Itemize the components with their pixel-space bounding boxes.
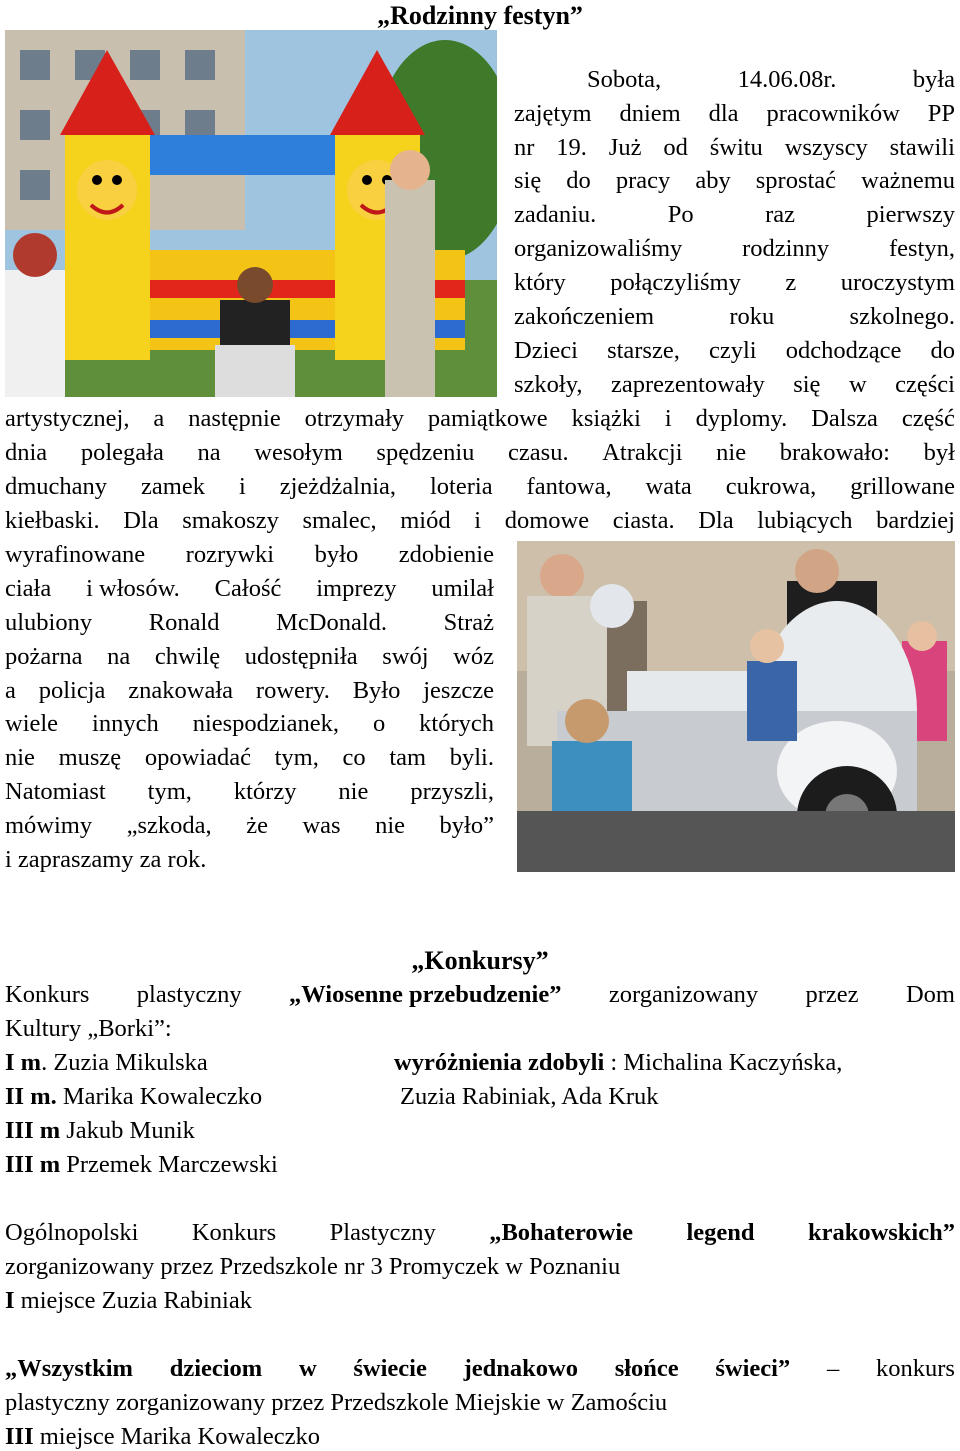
word: świtu <box>709 134 763 161</box>
word: nie <box>5 744 35 771</box>
word: i włosów. <box>86 575 180 602</box>
word: wóz <box>453 643 494 670</box>
paragraph-line <box>514 271 955 296</box>
word: świecie <box>353 1355 427 1382</box>
word: kiełbaski. <box>5 507 100 534</box>
word: i <box>474 507 482 534</box>
contest-1-line: Kultury „Borki”: <box>5 1015 172 1042</box>
word: i <box>238 473 246 500</box>
word: znakowała <box>128 677 234 704</box>
word: Ronald <box>148 609 220 636</box>
word: wata <box>645 473 692 500</box>
word: Dla <box>123 507 159 534</box>
word: zdobienie <box>398 541 494 568</box>
paragraph-line <box>5 645 494 670</box>
word: Było <box>352 677 401 704</box>
word: – <box>826 1355 840 1382</box>
word: dzieciom <box>169 1355 263 1382</box>
word: ciasta. <box>612 507 675 534</box>
word: przyszli, <box>410 778 494 805</box>
word: było <box>314 541 359 568</box>
word: czasu. <box>508 439 569 466</box>
word: pracy <box>615 167 671 194</box>
paragraph-line <box>514 373 955 398</box>
word: który <box>514 269 566 296</box>
place-row: III m Przemek Marczewski <box>5 1151 278 1178</box>
paragraph-line <box>5 679 494 704</box>
word: Dalsza <box>811 405 878 432</box>
word: Dom <box>905 981 955 1008</box>
word: domowe <box>504 507 590 534</box>
paragraph-line <box>5 780 494 805</box>
word: zakończeniem <box>514 303 655 330</box>
word: pierwszy <box>866 201 955 228</box>
word: jeszcze <box>423 677 494 704</box>
word: fantowa, <box>526 473 612 500</box>
word: o <box>372 710 386 737</box>
distinctions-line: wyróżnienia zdobyli : Michalina Kaczyńska, <box>394 1049 843 1076</box>
word: krakowskich” <box>807 1219 955 1246</box>
paragraph-line <box>5 441 955 466</box>
word: innych <box>92 710 159 737</box>
word: policja <box>38 677 106 704</box>
word: wyrafinowane <box>5 541 146 568</box>
word: części <box>895 371 955 398</box>
word: smakoszy <box>182 507 279 534</box>
word: nie <box>338 778 369 805</box>
contest-1-line <box>5 983 955 1008</box>
word: szkolnego. <box>849 303 955 330</box>
word: dla <box>708 100 739 127</box>
word: słońce <box>614 1355 679 1382</box>
word: Ogólnopolski <box>5 1219 139 1246</box>
place-row: II m. Marika Kowaleczko <box>5 1083 263 1110</box>
word: na <box>197 439 221 466</box>
word: ciała <box>5 575 52 602</box>
word: z <box>785 269 797 296</box>
word: pracowników <box>766 100 900 127</box>
word: nr <box>514 134 535 161</box>
paragraph-line <box>514 102 955 127</box>
word: tam <box>389 744 427 771</box>
word: Już <box>608 134 642 161</box>
word: „Wiosenne przebudzenie” <box>288 981 562 1008</box>
paragraph-line <box>5 611 494 636</box>
word: pożarna <box>5 643 83 670</box>
word: jednakowo <box>463 1355 578 1382</box>
paragraph-line <box>514 305 955 330</box>
word: czyli <box>708 337 757 364</box>
word: aby <box>695 167 731 194</box>
word: połączyliśmy <box>610 269 741 296</box>
paragraph-line <box>587 68 955 93</box>
paragraph-line <box>514 237 955 262</box>
word: festyn, <box>888 235 955 262</box>
word: miód <box>400 507 451 534</box>
word: na <box>107 643 131 670</box>
word: ważnemu <box>861 167 955 194</box>
paragraph-line <box>5 712 494 737</box>
word: w <box>298 1355 317 1382</box>
word: lubiących <box>757 507 853 534</box>
word: muszę <box>58 744 122 771</box>
word: zamek <box>141 473 205 500</box>
place-row: III m Jakub Munik <box>5 1117 195 1144</box>
distinctions-line: Zuzia Rabiniak, Ada Kruk <box>400 1083 659 1110</box>
word: dmuchany <box>5 473 108 500</box>
page-title: „Rodzinny festyn” <box>377 1 583 30</box>
word: Konkurs <box>191 1219 277 1246</box>
word: smalec, <box>302 507 377 534</box>
word: a <box>5 677 16 704</box>
word: „szkoda, <box>126 812 212 839</box>
word: część <box>901 405 955 432</box>
word: wiele <box>5 710 59 737</box>
section-title-konkursy: „Konkursy” <box>411 946 549 975</box>
word: odchodzące <box>785 337 902 364</box>
word: umilał <box>431 575 494 602</box>
word: świeci” <box>715 1355 791 1382</box>
word: do <box>930 337 955 364</box>
word: do <box>566 167 591 194</box>
word: szkoły, <box>514 371 583 398</box>
word: którzy <box>233 778 297 805</box>
word: tym, <box>147 778 192 805</box>
word: Natomiast <box>5 778 106 805</box>
word: mówimy <box>5 812 93 839</box>
word: „Wszystkim <box>5 1355 133 1382</box>
word: starsze, <box>607 337 680 364</box>
word: których <box>419 710 494 737</box>
word: grillowane <box>850 473 955 500</box>
word: i <box>664 405 672 432</box>
word: organizowaliśmy <box>514 235 683 262</box>
contest-3-line <box>5 1357 955 1382</box>
word: rozrywki <box>185 541 275 568</box>
word: dnia <box>5 439 48 466</box>
word: chwilę <box>154 643 221 670</box>
word: Konkurs <box>5 981 90 1008</box>
word: legend <box>686 1219 755 1246</box>
word: plastyczny <box>136 981 242 1008</box>
contest-2-line <box>5 1221 955 1246</box>
word: konkurs <box>875 1355 955 1382</box>
word: się <box>514 167 542 194</box>
word: spędzeniu <box>376 439 475 466</box>
word: otrzymały <box>304 405 404 432</box>
word: nie <box>716 439 747 466</box>
word: byli. <box>449 744 494 771</box>
word: sprostać <box>755 167 837 194</box>
word: a <box>153 405 165 432</box>
word: wesołym <box>254 439 343 466</box>
paragraph-line <box>5 746 494 771</box>
contest-3-place: III miejsce Marika Kowaleczko <box>5 1423 321 1450</box>
place-row: I m. Zuzia Mikulska <box>5 1049 208 1076</box>
word: była <box>912 66 955 93</box>
word: był <box>923 439 955 466</box>
paragraph-line <box>5 509 955 534</box>
word: Sobota, <box>587 66 662 93</box>
word: was <box>302 812 341 839</box>
word: zjeżdżalnia, <box>279 473 397 500</box>
paragraph-line <box>5 577 494 602</box>
word: Po <box>667 201 694 228</box>
word: zadaniu. <box>514 201 597 228</box>
word: PP <box>927 100 955 127</box>
word: Całość <box>214 575 282 602</box>
paragraph-line <box>514 203 955 228</box>
word: Plastyczny <box>329 1219 436 1246</box>
word: niespodzianek, <box>192 710 339 737</box>
contest-2-line: zorganizowany przez Przedszkole nr 3 Promyczek w Poznaniu <box>5 1253 621 1280</box>
word: imprezy <box>316 575 397 602</box>
word: Dzieci <box>514 337 578 364</box>
paragraph-line <box>514 169 955 194</box>
word: rowery. <box>255 677 330 704</box>
word: tym, <box>274 744 319 771</box>
word: się <box>793 371 821 398</box>
word: co <box>342 744 366 771</box>
word: Atrakcji <box>602 439 683 466</box>
word: w <box>848 371 867 398</box>
word: bardziej <box>876 507 955 534</box>
paragraph-line: i zapraszamy za rok. <box>5 846 207 873</box>
word: wszyscy <box>784 134 868 161</box>
paragraph-line <box>5 475 955 500</box>
word: Straż <box>443 609 494 636</box>
word: Dla <box>698 507 734 534</box>
paragraph-line <box>5 814 494 839</box>
word: było” <box>439 812 494 839</box>
word: udostępniła <box>244 643 358 670</box>
word: uroczystym <box>840 269 955 296</box>
word: stawili <box>889 134 955 161</box>
word: „Bohaterowie <box>489 1219 634 1246</box>
word: dyplomy. <box>695 405 788 432</box>
word: rodzinny <box>742 235 830 262</box>
word: ulubiony <box>5 609 93 636</box>
paragraph-line <box>5 543 494 568</box>
paragraph-line <box>5 407 955 432</box>
word: brakowało: <box>779 439 890 466</box>
word: przez <box>805 981 859 1008</box>
word: 14.06.08r. <box>737 66 837 93</box>
word: swój <box>382 643 429 670</box>
word: 19. <box>556 134 587 161</box>
bouncy-castle-photo <box>5 30 497 397</box>
word: nie <box>375 812 406 839</box>
word: dniem <box>619 100 681 127</box>
word: zajętym <box>514 100 592 127</box>
contest-2-place: I miejsce Zuzia Rabiniak <box>5 1287 252 1314</box>
word: artystycznej, <box>5 405 130 432</box>
word: książki <box>571 405 641 432</box>
word: zorganizowany <box>608 981 759 1008</box>
word: roku <box>729 303 775 330</box>
police-motorcycle-photo <box>517 541 955 872</box>
word: loteria <box>429 473 493 500</box>
word: polegała <box>80 439 164 466</box>
word: następnie <box>188 405 281 432</box>
word: pamiątkowe <box>427 405 548 432</box>
paragraph-line <box>514 136 955 161</box>
word: cukrowa, <box>725 473 817 500</box>
paragraph-line <box>514 339 955 364</box>
contest-3-line: plastyczny zorganizowany przez Przedszkole Miejskie w Zamościu <box>5 1389 668 1416</box>
word: raz <box>765 201 796 228</box>
word: opowiadać <box>144 744 251 771</box>
word: zaprezentowały <box>611 371 765 398</box>
word: od <box>663 134 688 161</box>
word: McDonald. <box>276 609 388 636</box>
word: że <box>246 812 268 839</box>
